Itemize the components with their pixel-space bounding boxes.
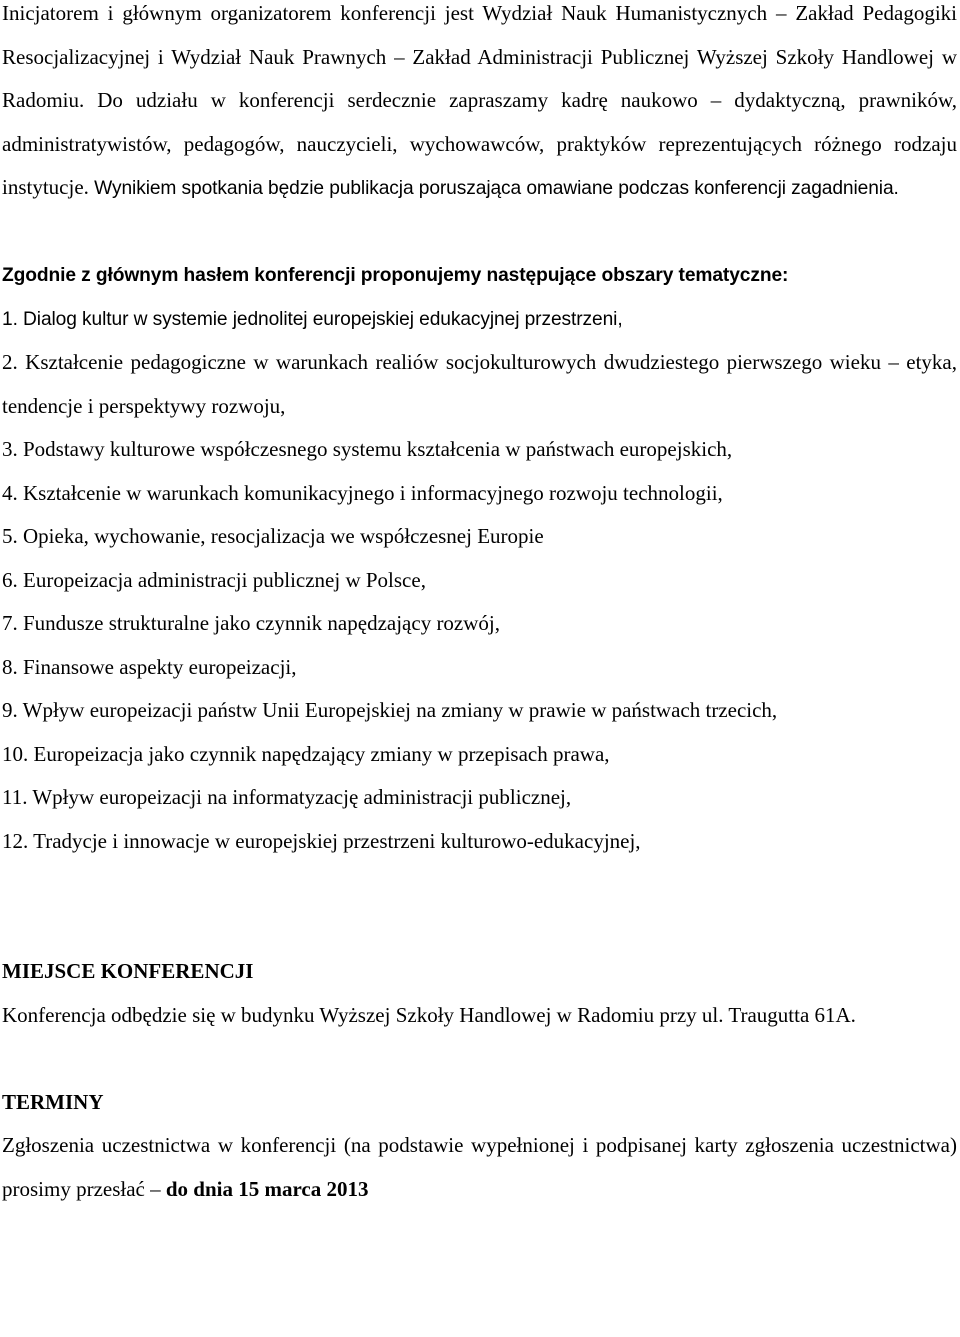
- spacer: [2, 1037, 957, 1081]
- spacer: [2, 863, 957, 950]
- theme-item-12: 12. Tradycje i innowacje w europejskiej przestrzeni kulturowo-edukacyjnej,: [2, 828, 641, 853]
- document-page: [2, 0, 957, 1211]
- deadline-date: do dnia 15 marca 2013: [165, 1176, 369, 1201]
- intro-part-publication: Wynikiem spotkania będzie publikacja poruszająca omawiane podczas konferencji zagadnienia.: [88, 178, 899, 199]
- deadlines-text: [2, 1124, 957, 1211]
- theme-item-10: 10. Europeizacja jako czynnik napędzający zmiany w przepisach prawa,: [2, 741, 610, 766]
- theme-item-2: 2. Kształcenie pedagogiczne w warunkach realiów socjokulturowych dwudziestego pierwszego wieku – etyka, tendencje i perspektywy rozwoju,: [2, 350, 957, 418]
- theme-item-8: 8. Finansowe aspekty europeizacji,: [2, 654, 297, 679]
- theme-item-4: 4. Kształcenie w warunkach komunikacyjnego i informacyjnego rozwoju technologii,: [2, 480, 723, 505]
- venue-heading: MIEJSCE KONFERENCJI: [2, 959, 254, 983]
- intro-part-invitation: Do udziału w konferencji serdecznie zapraszamy kadrę naukowo – dydaktyczną, prawników, administratywistów, pedagogów, nauczycieli, wychowawców, praktyków reprezentujących różnego rodzaju instytucje.: [2, 88, 957, 199]
- theme-item-5: 5. Opieka, wychowanie, resocjalizacja we współczesnej Europie: [2, 524, 544, 548]
- theme-item-9: 9. Wpływ europeizacji państw Unii Europejskiej na zmiany w prawie w państwach trzecich,: [2, 698, 778, 722]
- venue-text: Konferencja odbędzie się w budynku Wyższej Szkoły Handlowej w Radomiu przy ul. Traugutta 61A.: [2, 1002, 856, 1027]
- spacer: [2, 211, 957, 255]
- themes-heading: Zgodnie z głównym hasłem konferencji proponujemy następujące obszary tematyczne:: [2, 265, 789, 286]
- theme-item-3: 3. Podstawy kulturowe współczesnego systemu kształcenia w państwach europejskich,: [2, 437, 733, 461]
- theme-item-6: 6. Europeizacja administracji publicznej w Polsce,: [2, 567, 426, 592]
- intro-paragraph: [2, 0, 957, 211]
- deadlines-instruction: Zgłoszenia uczestnictwa w konferencji (na podstawie wypełnionej i podpisanej karty zgłoszenia uczestnictwa) prosimy przesłać –: [2, 1133, 957, 1201]
- intro-part-organizers: Inicjatorem i głównym organizatorem konferencji jest Wydział Nauk Humanistycznych – Zakład Pedagogiki Resocjalizacyjnej i Wydział Nauk Prawnych – Zakład Administracji Publicznej Wyższej Szkoły Handlowej w Radomiu.: [2, 1, 957, 112]
- deadlines-heading: TERMINY: [2, 1089, 104, 1114]
- theme-item-11: 11. Wpływ europeizacji na informatyzację administracji publicznej,: [2, 785, 572, 809]
- theme-item-7: 7. Fundusze strukturalne jako czynnik napędzający rozwój,: [2, 611, 501, 635]
- theme-item-1: 1. Dialog kultur w systemie jednolitej europejskiej edukacyjnej przestrzeni,: [2, 308, 623, 330]
